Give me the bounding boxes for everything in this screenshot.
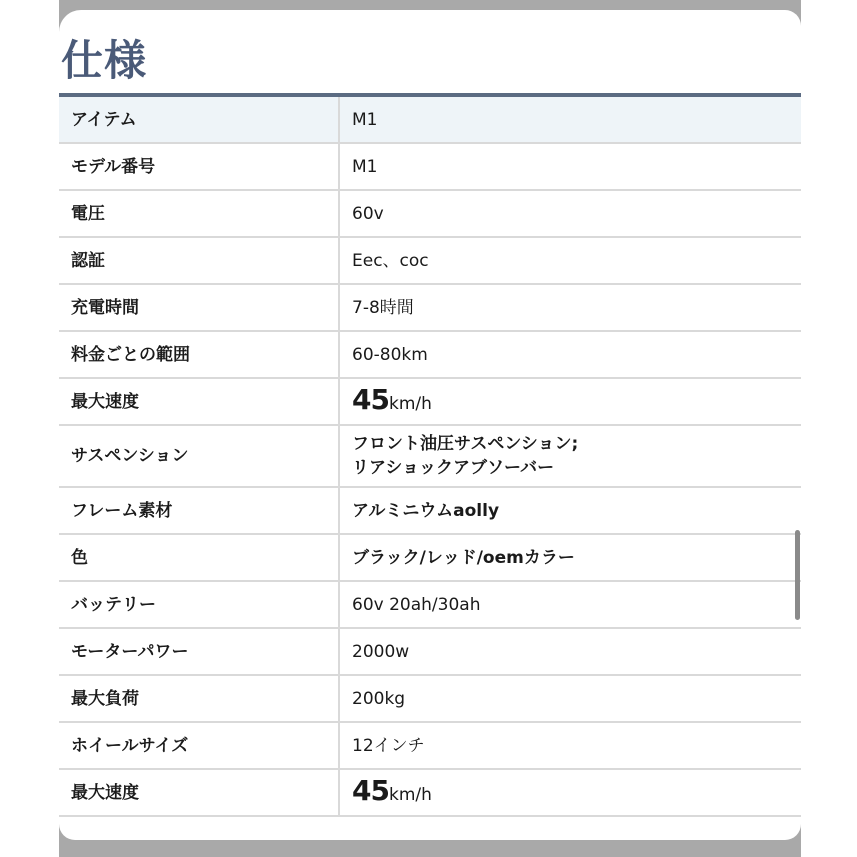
spec-value: M1	[339, 143, 801, 190]
spec-key: バッテリー	[59, 581, 339, 628]
spec-table	[59, 97, 801, 817]
spec-value: 2000w	[339, 628, 801, 675]
spec-key: 電圧	[59, 190, 339, 237]
table-row	[59, 425, 801, 487]
table-row	[59, 284, 801, 331]
spec-key: フレーム素材	[59, 487, 339, 534]
spec-value: 60-80km	[339, 331, 801, 378]
spec-value	[339, 769, 801, 816]
table-row	[59, 237, 801, 284]
speed-number: 45	[352, 382, 389, 416]
spec-key: モデル番号	[59, 143, 339, 190]
spec-value: 200kg	[339, 675, 801, 722]
spec-key: モーターパワー	[59, 628, 339, 675]
spec-value: Eec、coc	[339, 237, 801, 284]
table-row	[59, 581, 801, 628]
speed-unit: km/h	[388, 393, 432, 414]
table-row	[59, 534, 801, 581]
table-row	[59, 378, 801, 425]
speed-number: 45	[352, 773, 389, 807]
scrollbar[interactable]	[795, 530, 800, 620]
spec-key: 充電時間	[59, 284, 339, 331]
table-row	[59, 190, 801, 237]
spec-key: 料金ごとの範囲	[59, 331, 339, 378]
spec-card	[59, 10, 801, 840]
spec-value: M1	[339, 97, 801, 143]
table-row	[59, 628, 801, 675]
spec-value: 60v	[339, 190, 801, 237]
table-row	[59, 487, 801, 534]
spec-key: 認証	[59, 237, 339, 284]
page-title: 仕様	[61, 36, 148, 85]
table-row	[59, 331, 801, 378]
spec-value: 12インチ	[339, 722, 801, 769]
spec-value: ブラック/レッド/oemカラー	[339, 534, 801, 581]
spec-key: アイテム	[59, 97, 339, 143]
table-row	[59, 675, 801, 722]
table-row	[59, 143, 801, 190]
spec-key: 色	[59, 534, 339, 581]
spec-key: 最大速度	[59, 769, 339, 816]
table-row	[59, 769, 801, 816]
spec-value: フロント油圧サスペンション; リアショックアブソーバー	[339, 425, 801, 487]
speed-unit: km/h	[388, 784, 432, 805]
spec-value: アルミニウムaolly	[339, 487, 801, 534]
spec-value	[339, 378, 801, 425]
spec-key: 最大速度	[59, 378, 339, 425]
spec-value: 7-8時間	[339, 284, 801, 331]
spec-key: 最大負荷	[59, 675, 339, 722]
spec-key: ホイールサイズ	[59, 722, 339, 769]
table-row	[59, 97, 801, 143]
table-row	[59, 722, 801, 769]
spec-key: サスペンション	[59, 425, 339, 487]
spec-value: 60v 20ah/30ah	[339, 581, 801, 628]
